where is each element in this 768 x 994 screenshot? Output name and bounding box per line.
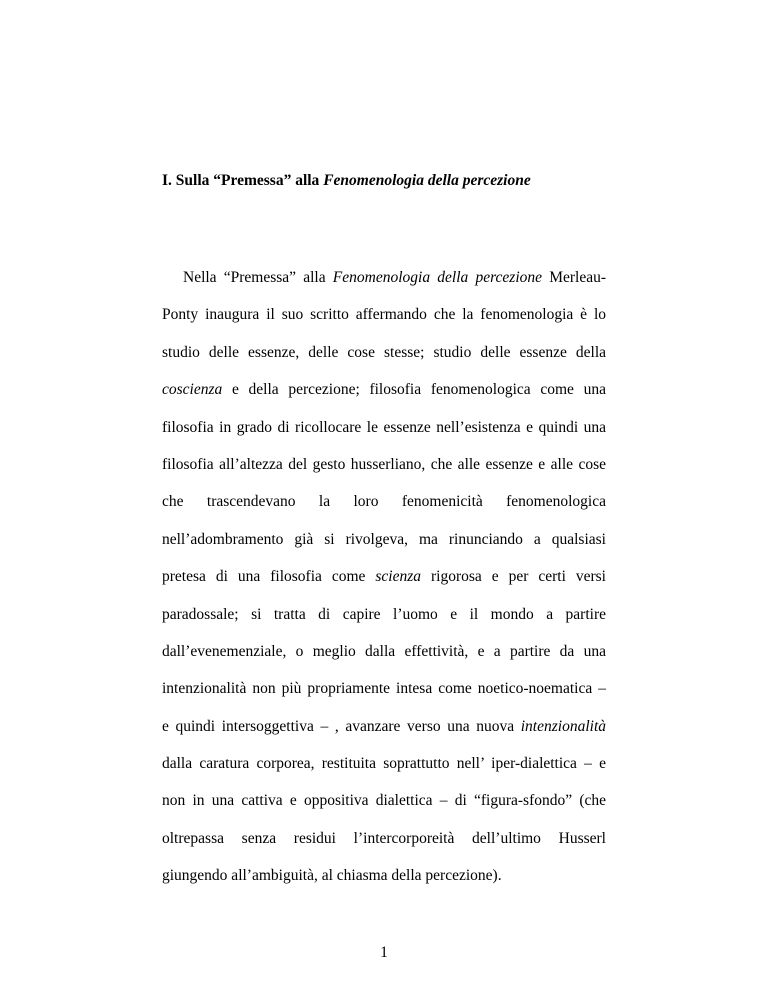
text-run: filosofia all’altezza del gesto husserliano, che alle essenze e alle cose: [162, 455, 606, 473]
paragraph-line: [162, 745, 606, 782]
italic-text: coscienza: [162, 381, 223, 399]
paragraph-line: [162, 521, 606, 558]
text-run: intenzionalità non più propriamente intesa come noetico-noematica –: [162, 680, 606, 698]
text-run: studio delle essenze, delle cose stesse; studio delle essenze della: [162, 343, 606, 361]
text-run: oltrepassa senza residui l’intercorporeità dell’ultimo Husserl: [162, 829, 606, 847]
paragraph-line: [162, 857, 606, 894]
paragraph-line: [162, 782, 606, 819]
text-run: dalla caratura corporea, restituita soprattutto nell’ iper-dialettica – e: [162, 755, 606, 773]
text-run: e della percezione; filosofia fenomenologica come una: [222, 381, 606, 399]
italic-text: intenzionalità: [520, 717, 606, 735]
page-number: 1: [380, 944, 388, 961]
text-run: rigorosa e per certi versi: [421, 568, 606, 586]
paragraph-line: [162, 596, 606, 633]
paragraph-line: [162, 670, 606, 707]
paragraph-line: [162, 409, 606, 446]
text-run: nell’adombramento già si rivolgeva, ma rinunciando a qualsiasi: [162, 530, 606, 548]
body-paragraph: [162, 259, 606, 895]
text-run: che trascendevano la loro fenomenicità fenomenologica: [162, 493, 606, 511]
text-run: Merleau-: [542, 269, 606, 286]
text-run: non in una cattiva e oppositiva dialettica – di “figura-sfondo” (che: [162, 792, 606, 810]
paragraph-line: [162, 446, 606, 483]
text-run: e quindi intersoggettiva – , avanzare verso una nuova: [162, 717, 521, 735]
italic-text: scienza: [375, 568, 422, 586]
italic-text: Fenomenologia della percezione: [332, 269, 543, 286]
paragraph-line: [162, 708, 606, 745]
text-run: dall’evenemenziale, o meglio dalla effettività, e a partire da una: [162, 642, 606, 660]
text-run: Nella “Premessa” alla: [183, 269, 333, 286]
heading-italic-title: Fenomenologia della percezione: [323, 172, 531, 189]
text-run: pretesa di una filosofia come: [162, 568, 376, 586]
paragraph-line: [162, 259, 606, 296]
paragraph-line: [162, 296, 606, 333]
paragraph-line: [162, 334, 606, 371]
paragraph-line: [162, 371, 606, 408]
heading-plain: I. Sulla “Premessa” alla: [162, 172, 324, 189]
section-heading: [162, 171, 531, 191]
paragraph-line: [162, 820, 606, 857]
text-run: filosofia in grado di ricollocare le essenze nell’esistenza e quindi una: [162, 418, 606, 436]
paragraph-line: [162, 483, 606, 520]
paragraph-line: [162, 633, 606, 670]
text-run: Ponty inaugura il suo scritto affermando che la fenomenologia è lo: [162, 306, 606, 324]
text-run: paradossale; si tratta di capire l’uomo e il mondo a partire: [162, 605, 606, 623]
paragraph-line: [162, 558, 606, 595]
text-run: giungendo all’ambiguità, al chiasma della percezione).: [162, 867, 502, 885]
